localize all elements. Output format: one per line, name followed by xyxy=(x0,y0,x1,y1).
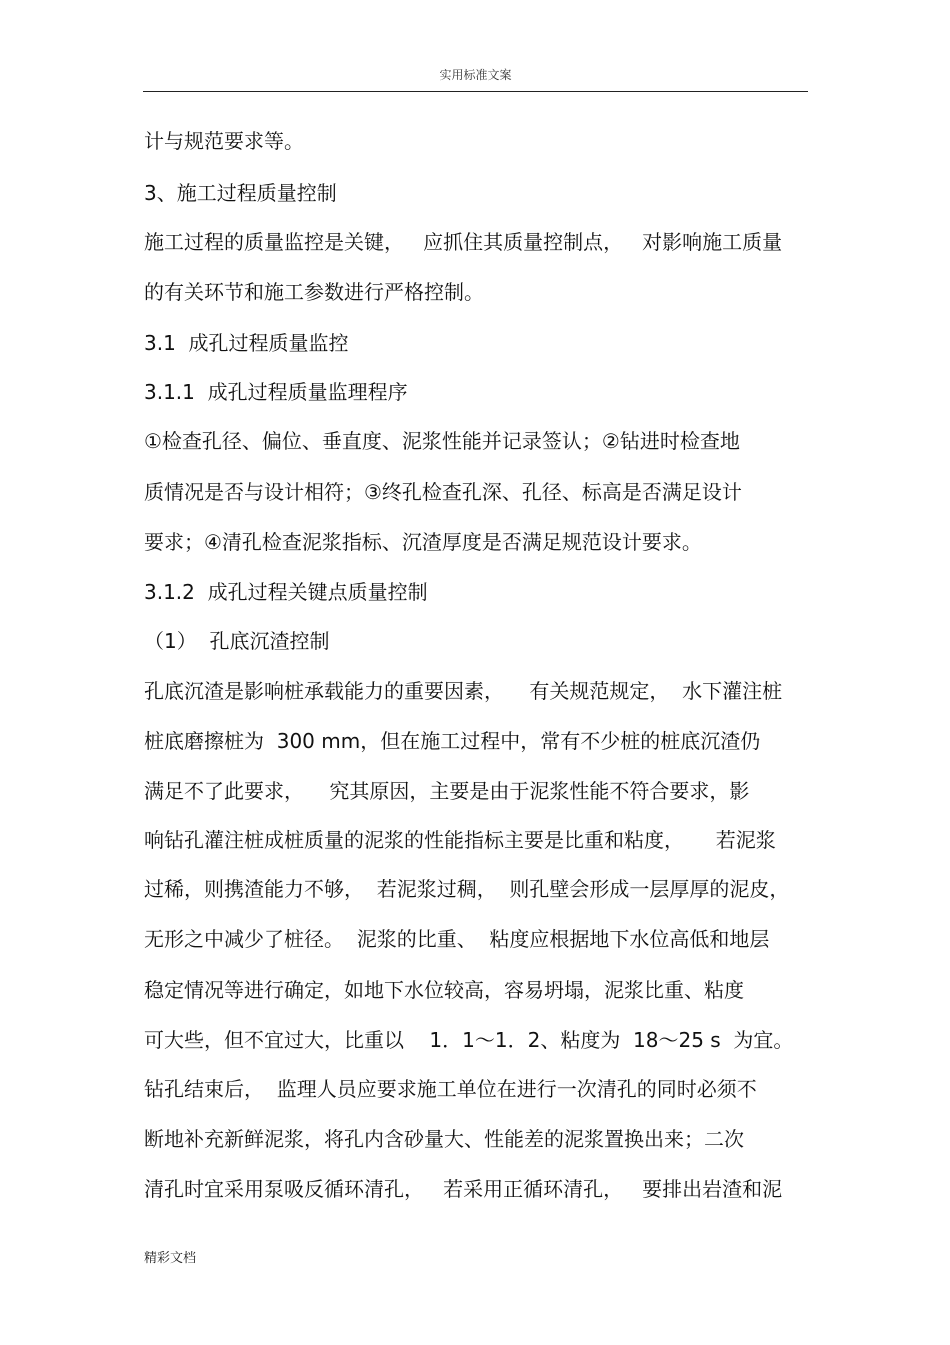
body-line: 响钻孔灌注桩成桩质量的泥浆的性能指标主要是比重和粘度， 若泥浆 xyxy=(144,828,776,852)
body-line: 施工过程的质量监控是关键， 应抓住其质量控制点， 对影响施工质量 xyxy=(144,230,783,254)
section-heading: 3、施工过程质量控制 xyxy=(144,181,337,205)
body-line: 桩底磨擦桩为 300 mm，但在施工过程中，常有不少桩的桩底沉渣仍 xyxy=(144,729,761,753)
body-line: 钻孔结束后， 监理人员应要求施工单位在进行一次清孔的同时必须不 xyxy=(144,1077,757,1101)
body-line: 质情况是否与设计相符；③终孔检查孔深、孔径、标高是否满足设计 xyxy=(144,480,742,504)
body-line: 满足不了此要求， 究其原因，主要是由于泥浆性能不符合要求，影 xyxy=(144,779,750,803)
body-line: 孔底沉渣是影响桩承载能力的重要因素， 有关规范规定， 水下灌注桩 xyxy=(144,679,783,703)
body-line: 要求；④清孔检查泥浆指标、沉渣厚度是否满足规范设计要求。 xyxy=(144,530,702,554)
page-footer: 精彩文档 xyxy=(144,1251,197,1266)
header-divider xyxy=(143,91,808,92)
body-line: 清孔时宜采用泵吸反循环清孔， 若采用正循环清孔， 要排出岩渣和泥 xyxy=(144,1177,783,1201)
page-header: 实用标准文案 xyxy=(439,68,512,82)
body-line: 可大些，但不宜过大，比重以 1．1～1．2、粘度为 18～25 s 为宜。 xyxy=(144,1028,794,1052)
subsection-heading: 3.1.2 成孔过程关键点质量控制 xyxy=(144,580,428,604)
body-line: 断地补充新鲜泥浆，将孔内含砂量大、性能差的泥浆置换出来；二次 xyxy=(144,1127,744,1151)
item-heading: （1） 孔底沉渣控制 xyxy=(144,629,330,653)
body-line: 计与规范要求等。 xyxy=(144,129,304,153)
body-line: 稳定情况等进行确定，如地下水位较高，容易坍塌，泥浆比重、粘度 xyxy=(144,978,744,1002)
body-line: 的有关环节和施工参数进行严格控制。 xyxy=(144,280,484,304)
subsection-heading: 3.1 成孔过程质量监控 xyxy=(144,331,349,355)
body-line: 无形之中减少了桩径。 泥浆的比重、 粘度应根据地下水位高低和地层 xyxy=(144,927,770,951)
body-line: ①检查孔径、偏位、垂直度、泥浆性能并记录签认；②钻进时检查地 xyxy=(144,429,740,453)
body-line: 过稀，则携渣能力不够， 若泥浆过稠， 则孔壁会形成一层厚厚的泥皮， xyxy=(144,877,790,901)
subsection-heading: 3.1.1 成孔过程质量监理程序 xyxy=(144,380,408,404)
